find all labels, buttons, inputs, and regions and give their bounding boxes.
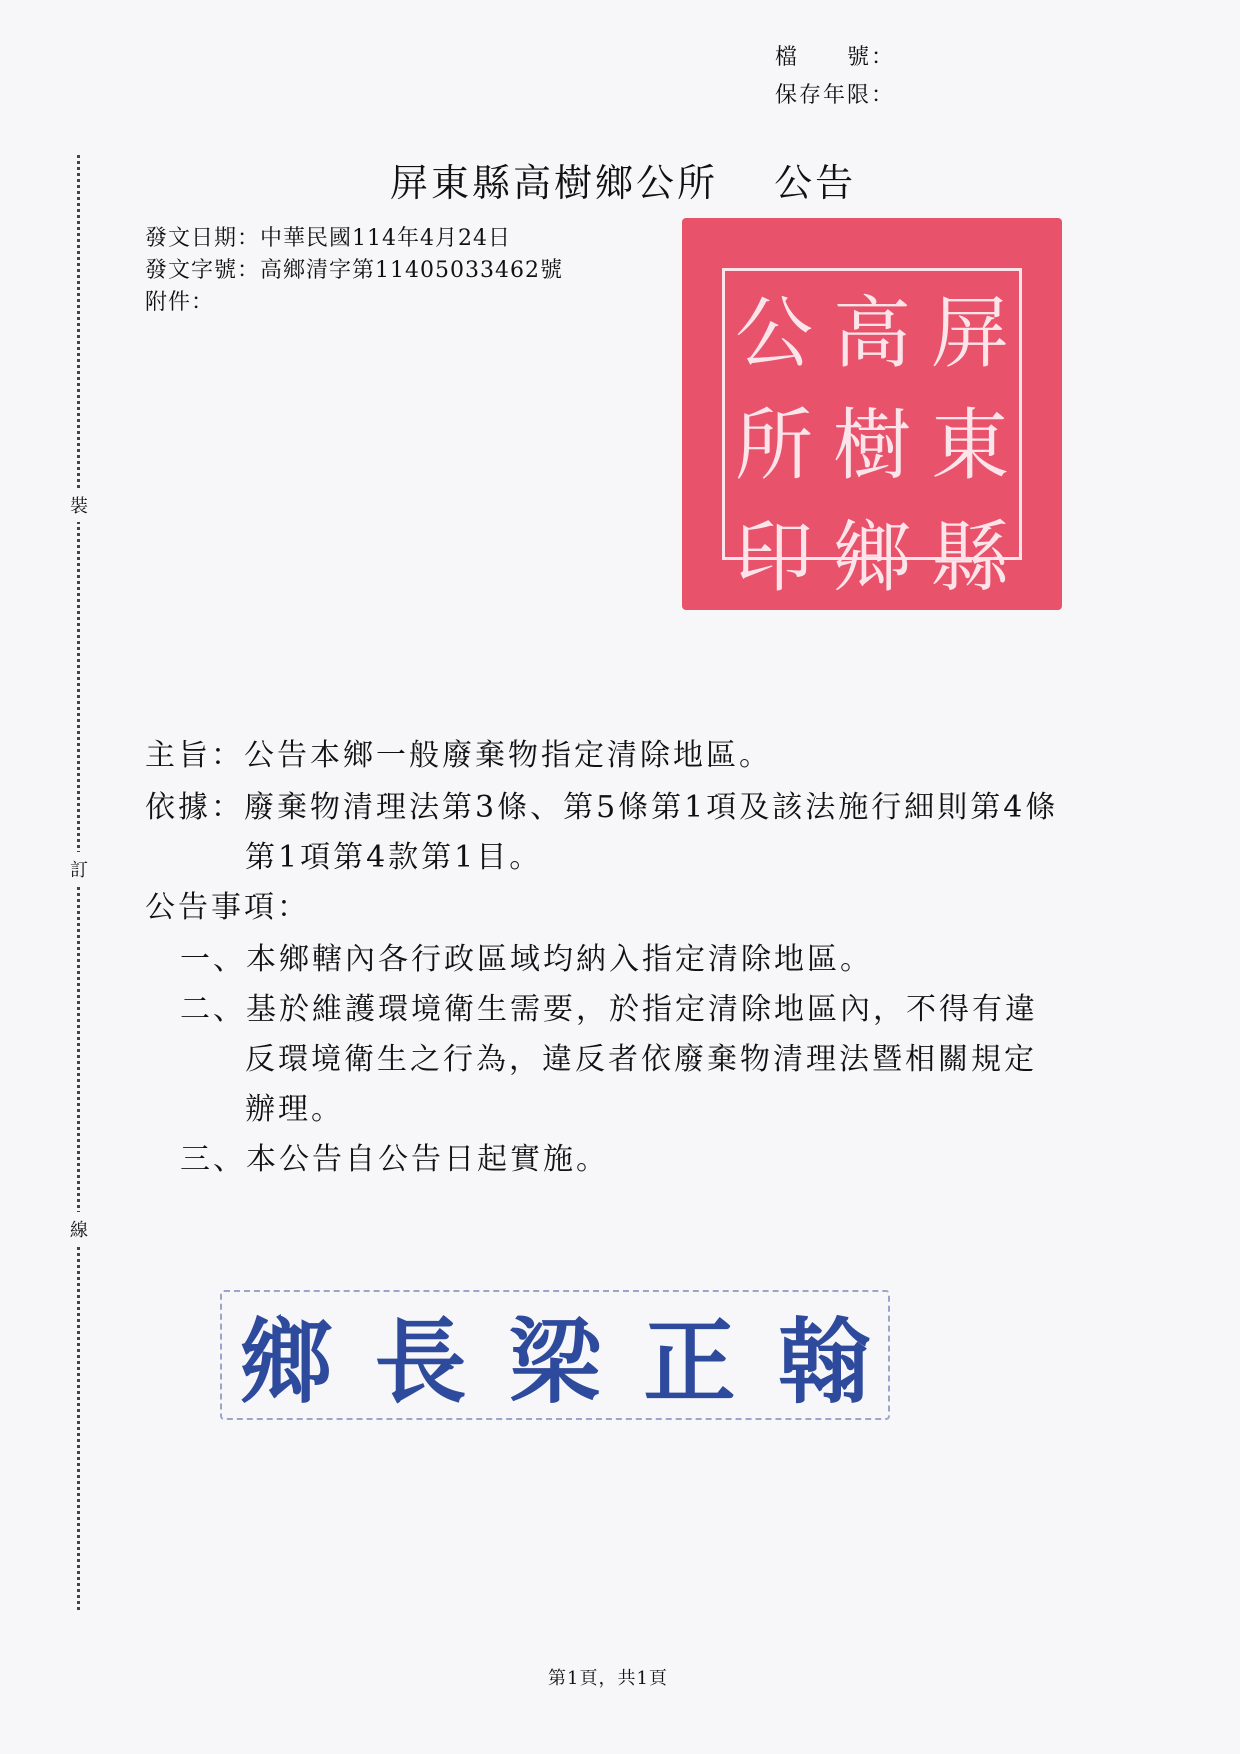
seal-char: 所 bbox=[735, 401, 814, 491]
seal-char: 屏 bbox=[931, 289, 1010, 379]
notice-heading: 公告事項： bbox=[145, 890, 310, 925]
mayor-signature-stamp bbox=[220, 1290, 890, 1420]
file-number-label: 檔 號： bbox=[775, 45, 896, 70]
signature-char: 梁 bbox=[508, 1308, 601, 1416]
attachment-label: 附件： bbox=[145, 290, 215, 315]
seal-frame bbox=[722, 268, 1022, 603]
signature-char: 翰 bbox=[777, 1308, 870, 1416]
notice-item-2-line-1: 二、基於維護環境衛生需要，於指定清除地區內，不得有違 bbox=[180, 992, 1038, 1027]
signature-char: 正 bbox=[643, 1308, 736, 1416]
binding-char-ding: 訂 bbox=[70, 852, 88, 886]
seal-char: 樹 bbox=[833, 401, 912, 491]
basis-line-2: 第1項第4款第1目。 bbox=[245, 840, 543, 875]
binding-char-xian: 線 bbox=[70, 1212, 88, 1246]
notice-item-1: 一、本鄉轄內各行政區域均納入指定清除地區。 bbox=[180, 942, 873, 977]
seal-char: 縣 bbox=[931, 513, 1010, 603]
page-number: 第1頁，共1頁 bbox=[548, 1668, 668, 1689]
document-number: 發文字號：高鄉清字第11405033462號 bbox=[145, 258, 563, 283]
issue-date: 發文日期：中華民國114年4月24日 bbox=[145, 226, 511, 251]
official-seal bbox=[682, 218, 1062, 610]
notice-item-3: 三、本公告自公告日起實施。 bbox=[180, 1142, 609, 1177]
seal-char: 公 bbox=[735, 289, 814, 379]
seal-char: 高 bbox=[833, 289, 912, 379]
seal-char: 東 bbox=[931, 401, 1010, 491]
seal-char: 印 bbox=[735, 513, 814, 603]
subject-line: 主旨：公告本鄉一般廢棄物指定清除地區。 bbox=[145, 738, 772, 773]
binding-char-zhuang: 裝 bbox=[70, 488, 88, 522]
notice-item-2-line-3: 辦理。 bbox=[245, 1092, 344, 1127]
basis-line-1: 依據：廢棄物清理法第3條、第5條第1項及該法施行細則第4條 bbox=[145, 790, 1059, 825]
seal-char: 鄉 bbox=[833, 513, 912, 603]
signature-char: 鄉 bbox=[240, 1308, 333, 1416]
notice-item-2-line-2: 反環境衛生之行為，違反者依廢棄物清理法暨相關規定 bbox=[245, 1042, 1037, 1077]
document-title: 屏東縣高樹鄉公所 公告 bbox=[390, 161, 857, 205]
retention-period-label: 保存年限： bbox=[775, 83, 896, 108]
signature-char: 長 bbox=[374, 1308, 467, 1416]
